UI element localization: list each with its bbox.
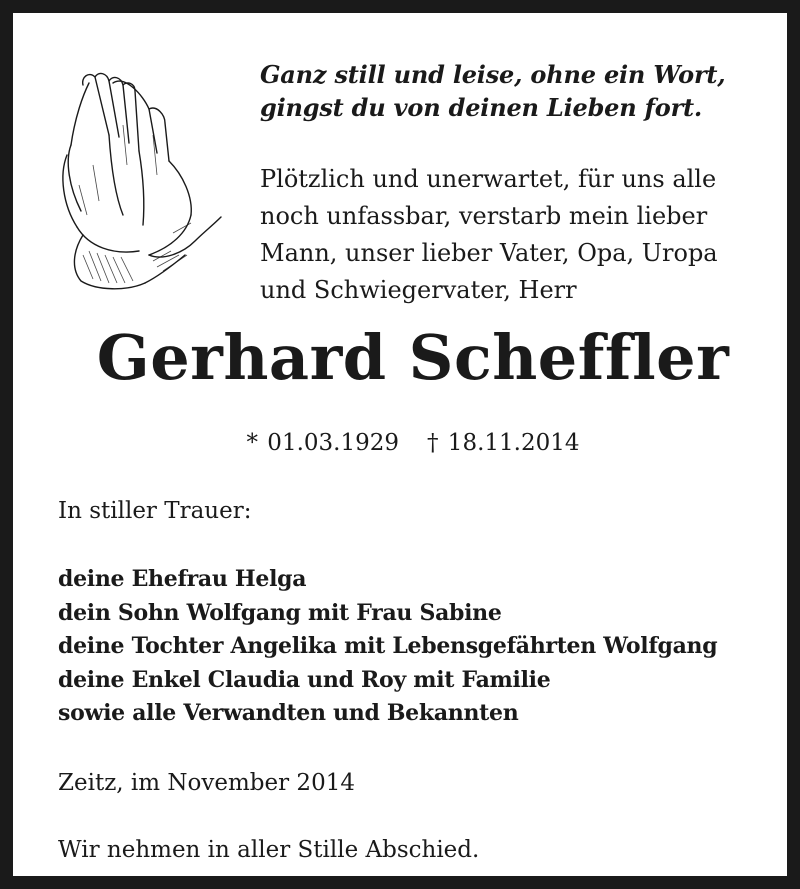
deceased-name: Gerhard Scheffler <box>96 321 730 394</box>
intro-line: und Schwiegervater, Herr <box>260 276 577 304</box>
life-dates <box>13 427 800 459</box>
mourner-line: dein Sohn Wolfgang mit Frau Sabine <box>58 599 502 626</box>
verse <box>260 58 780 124</box>
mourners-list <box>58 563 778 731</box>
mourner-line: sowie alle Verwandten und Bekannten <box>58 700 519 726</box>
verse-line: gingst du von deinen Lieben fort. <box>260 93 703 122</box>
mourner-line: deine Enkel Claudia und Roy mit Familie <box>58 666 551 693</box>
birth-date: * 01.03.1929 <box>246 430 399 456</box>
verse-line: Ganz still und leise, ohne ein Wort, <box>260 60 726 89</box>
death-date: † 18.11.2014 <box>427 430 580 456</box>
intro-line: Plötzlich und unerwartet, für uns alle <box>260 165 717 193</box>
mourning-heading: In stiller Trauer: <box>58 498 252 524</box>
intro-line: noch unfassbar, verstarb mein lieber <box>260 202 708 230</box>
intro-line: Mann, unser lieber Vater, Opa, Uropa <box>260 239 718 267</box>
place-date: Zeitz, im November 2014 <box>58 770 355 796</box>
mourner-line: deine Ehefrau Helga <box>58 566 307 592</box>
farewell-note: Wir nehmen in aller Stille Abschied. <box>58 837 480 863</box>
intro-text <box>260 161 768 309</box>
mourner-line: deine Tochter Angelika mit Lebensgefährten Wolfgang <box>58 633 718 659</box>
praying-hands-icon <box>53 65 225 295</box>
